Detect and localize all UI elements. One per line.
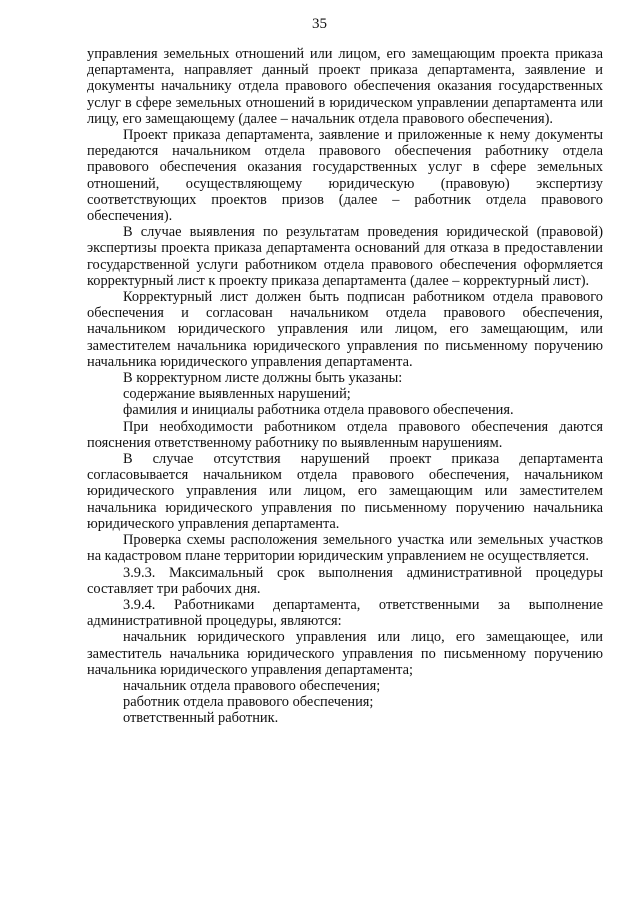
page-body <box>87 46 603 727</box>
paragraph: В случае отсутствия нарушений проект приказа департамента согласовывается начальником отдела правового обеспечения, начальником юридического управления или лицом, его замещающим или заместителем начальника юридического управления по письменному поручению начальника юридического управления департамента. <box>87 451 603 532</box>
page-number: 35 <box>312 16 327 32</box>
paragraph: В случае выявления по результатам проведения юридической (правовой) экспертизы проекта приказа департамента оснований для отказа в предоставлении государственной услуги работником отдела правового обеспечения оформляется корректурный лист к проекту приказа департамента (далее – корректурный лист). <box>87 224 603 289</box>
list-item: начальник отдела правового обеспечения; <box>123 677 381 694</box>
paragraph: При необходимости работником отдела правового обеспечения даются пояснения ответственному работнику по выявленным нарушениям. <box>87 418 603 451</box>
list-item: содержание выявленных нарушений; <box>123 386 351 403</box>
list-item: фамилия и инициалы работника отдела правового обеспечения. <box>123 402 514 419</box>
list-item: начальник юридического управления или лицо, его замещающее, или заместитель начальника юридического управления по письменному поручению начальника юридического управления департамента; <box>87 629 603 678</box>
paragraph: Корректурный лист должен быть подписан работником отдела правового обеспечения и согласован начальником отдела правового обеспечения, начальником юридического управления или лицом, его замещающим, или заместителем начальника юридического управления по письменному поручению начальника юридического управления департамента. <box>87 289 603 370</box>
section-paragraph: 3.9.3. Максимальный срок выполнения административной процедуры составляет три рабочих дня. <box>87 564 603 597</box>
paragraph-continuation: управления земельных отношений или лицом, его замещающим проекта приказа департамента, направляет данный проект приказа департамента, заявление и документы начальнику отдела правового обеспечения оказания государственных услуг в сфере земельных отношений в юридическом управлении департамента или лицу, его замещающему (далее – начальник отдела правового обеспечения). <box>87 46 603 127</box>
list-item: работник отдела правового обеспечения; <box>123 694 374 711</box>
paragraph: В корректурном листе должны быть указаны: <box>123 370 403 387</box>
paragraph: Проверка схемы расположения земельного участка или земельных участков на кадастровом плане территории юридическим управлением не осуществляется. <box>87 532 603 565</box>
section-paragraph: 3.9.4. Работниками департамента, ответственными за выполнение административной процедуры, являются: <box>87 596 603 630</box>
paragraph: Проект приказа департамента, заявление и приложенные к нему документы передаются начальником отдела правового обеспечения работнику отдела правового обеспечения оказания государственных услуг в сфере земельных отношений, осуществляющему юридическую (правовую) экспертизу соответствующих проектов призов (далее – работник отдела правового обеспечения). <box>87 127 603 225</box>
list-item: ответственный работник. <box>123 710 279 727</box>
